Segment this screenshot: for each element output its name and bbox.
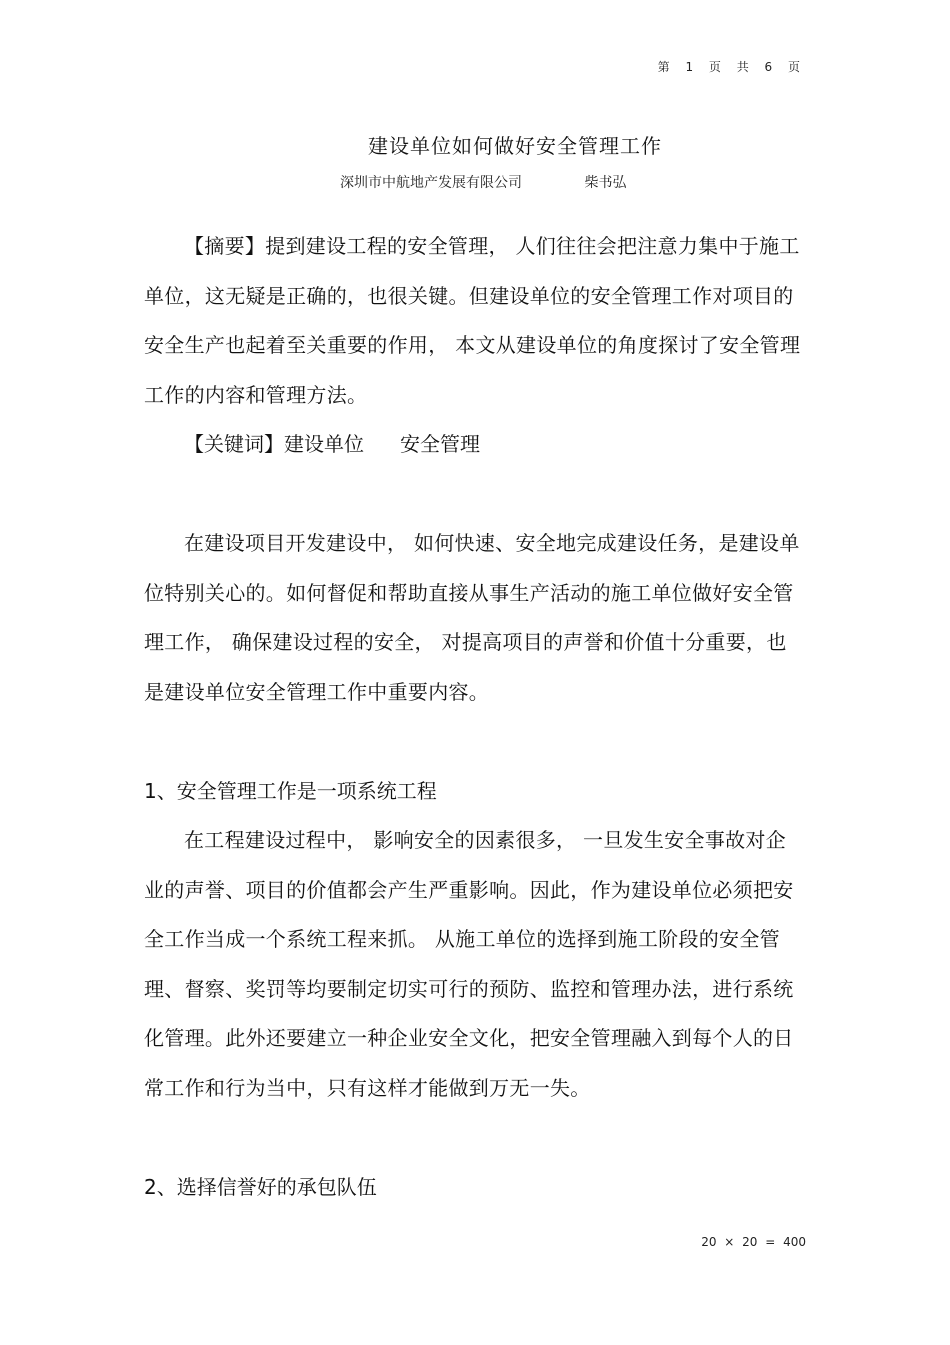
keywords-line [144,420,804,470]
abstract-paragraph: 【摘要】提到建设工程的安全管理， 人们往往会把注意力集中于施工单位，这无疑是正确的，也很关键。但建设单位的安全管理工作对项目的安全生产也起着至关重要的作用， 本文从建设单位的角度探讨了安全管理工作的内容和管理方法。 [144,234,801,407]
document-title: 建设单位如何做好安全管理工作 [368,134,662,158]
intro-paragraph: 在建设项目开发建设中， 如何快速、安全地完成建设任务，是建设单位特别关心的。如何督促和帮助直接从事生产活动的施工单位做好安全管理工作， 确保建设过程的安全， 对提高项目的声誉和价值十分重要，也是建设单位安全管理工作中重要内容。 [144,531,800,704]
keyword-item: 安全管理 [400,432,480,456]
keywords-label: 【关键词】建设单位 [184,432,364,456]
grid-size-note: 20 × 20 = 400 [701,1235,806,1249]
author-line [340,172,626,192]
section-2-heading: 2、选择信誉好的承包队伍 [144,1174,377,1199]
blank-line [144,470,804,520]
section-1-paragraph: 在工程建设过程中， 影响安全的因素很多， 一旦发生安全事故对企业的声誉、项目的价值都会产生严重影响。因此，作为建设单位必须把安全工作当成一个系统工程来抓。 从施工单位的选择到施工阶段的安全管理、督察、奖罚等均要制定切实可行的预防、监控和管理办法，进行系统化管理。此外还要建立一种企业安全文化，把安全管理融入到每个人的日常工作和行为当中，只有这样才能做到万无一失。 [144,828,794,1100]
blank-line [144,717,804,767]
author-name: 柴书弘 [584,175,627,191]
organization-name: 深圳市中航地产发展有限公司 [340,175,522,191]
blank-line [144,1113,804,1163]
document-body [144,222,804,1212]
page-number-indicator: 第 1 页 共 6 页 [657,60,806,74]
section-1-heading: 1、安全管理工作是一项系统工程 [144,778,437,803]
